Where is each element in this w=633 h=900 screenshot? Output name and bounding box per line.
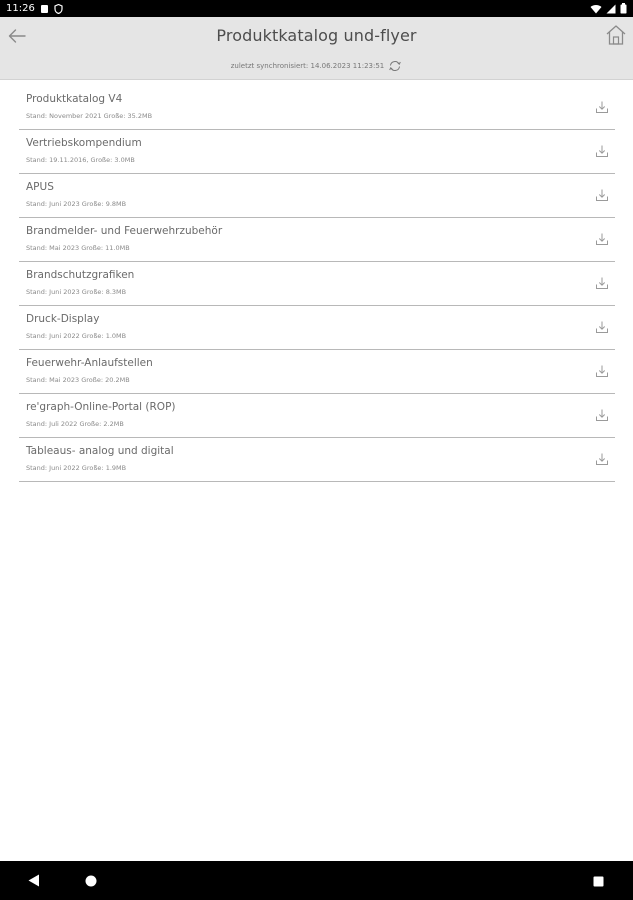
navigation-bar: [0, 861, 633, 900]
shield-icon: [54, 4, 63, 14]
item-meta: Stand: Juni 2022 Große: 1.0MB: [26, 332, 127, 340]
download-icon[interactable]: [595, 100, 609, 114]
item-title: Feuerwehr-Anlaufstellen: [26, 357, 153, 369]
page-title: Produktkatalog und-flyer: [216, 26, 417, 45]
download-icon[interactable]: [595, 144, 609, 158]
status-time: 11:26: [6, 3, 35, 14]
item-title: Druck-Display: [26, 313, 100, 325]
list-item[interactable]: [19, 394, 615, 438]
item-title: re'graph-Online-Portal (ROP): [26, 401, 176, 413]
nav-home-icon[interactable]: [85, 875, 97, 887]
sync-row: [0, 59, 633, 73]
item-meta: Stand: 19.11.2016, Große: 3.0MB: [26, 156, 135, 164]
sync-status-text: zuletzt synchronisiert: 14.06.2023 11:23:51: [230, 62, 385, 70]
download-icon[interactable]: [595, 320, 609, 334]
catalog-list: [19, 86, 615, 482]
list-item[interactable]: [19, 350, 615, 394]
notification-icon: [40, 4, 49, 14]
item-title: Tableaus- analog und digital: [26, 445, 174, 457]
item-meta: Stand: Juni 2023 Große: 8.3MB: [26, 288, 127, 296]
list-item[interactable]: [19, 218, 615, 262]
status-right: [590, 3, 627, 14]
wifi-icon: [590, 4, 602, 14]
item-meta: Stand: Mai 2023 Große: 11.0MB: [26, 244, 130, 252]
list-item[interactable]: [19, 438, 615, 482]
app-header: [0, 17, 633, 80]
refresh-icon[interactable]: [388, 59, 402, 73]
item-title: Vertriebskompendium: [26, 137, 142, 149]
item-title: Brandschutzgrafiken: [26, 269, 135, 281]
download-icon[interactable]: [595, 188, 609, 202]
item-title: APUS: [26, 181, 54, 193]
list-item[interactable]: [19, 262, 615, 306]
home-icon[interactable]: [605, 23, 627, 47]
download-icon[interactable]: [595, 408, 609, 422]
nav-back-icon[interactable]: [28, 874, 40, 887]
item-title: Brandmelder- und Feuerwehrzubehör: [26, 225, 223, 237]
download-icon[interactable]: [595, 364, 609, 378]
item-title: Produktkatalog V4: [26, 93, 123, 105]
list-item[interactable]: [19, 86, 615, 130]
download-icon[interactable]: [595, 276, 609, 290]
battery-icon: [620, 3, 627, 14]
list-item[interactable]: [19, 174, 615, 218]
download-icon[interactable]: [595, 452, 609, 466]
item-meta: Stand: Mai 2023 Große: 20.2MB: [26, 376, 130, 384]
item-meta: Stand: November 2021 Große: 35.2MB: [26, 112, 153, 120]
download-icon[interactable]: [595, 232, 609, 246]
item-meta: Stand: Juni 2022 Große: 1.9MB: [26, 464, 127, 472]
list-item[interactable]: [19, 306, 615, 350]
status-bar: [0, 0, 633, 17]
signal-icon: [606, 4, 616, 14]
nav-recents-icon[interactable]: [593, 876, 604, 887]
status-left: [6, 3, 63, 14]
list-item[interactable]: [19, 130, 615, 174]
item-meta: Stand: Juli 2022 Große: 2.2MB: [26, 420, 124, 428]
item-meta: Stand: Juni 2023 Große: 9.8MB: [26, 200, 127, 208]
